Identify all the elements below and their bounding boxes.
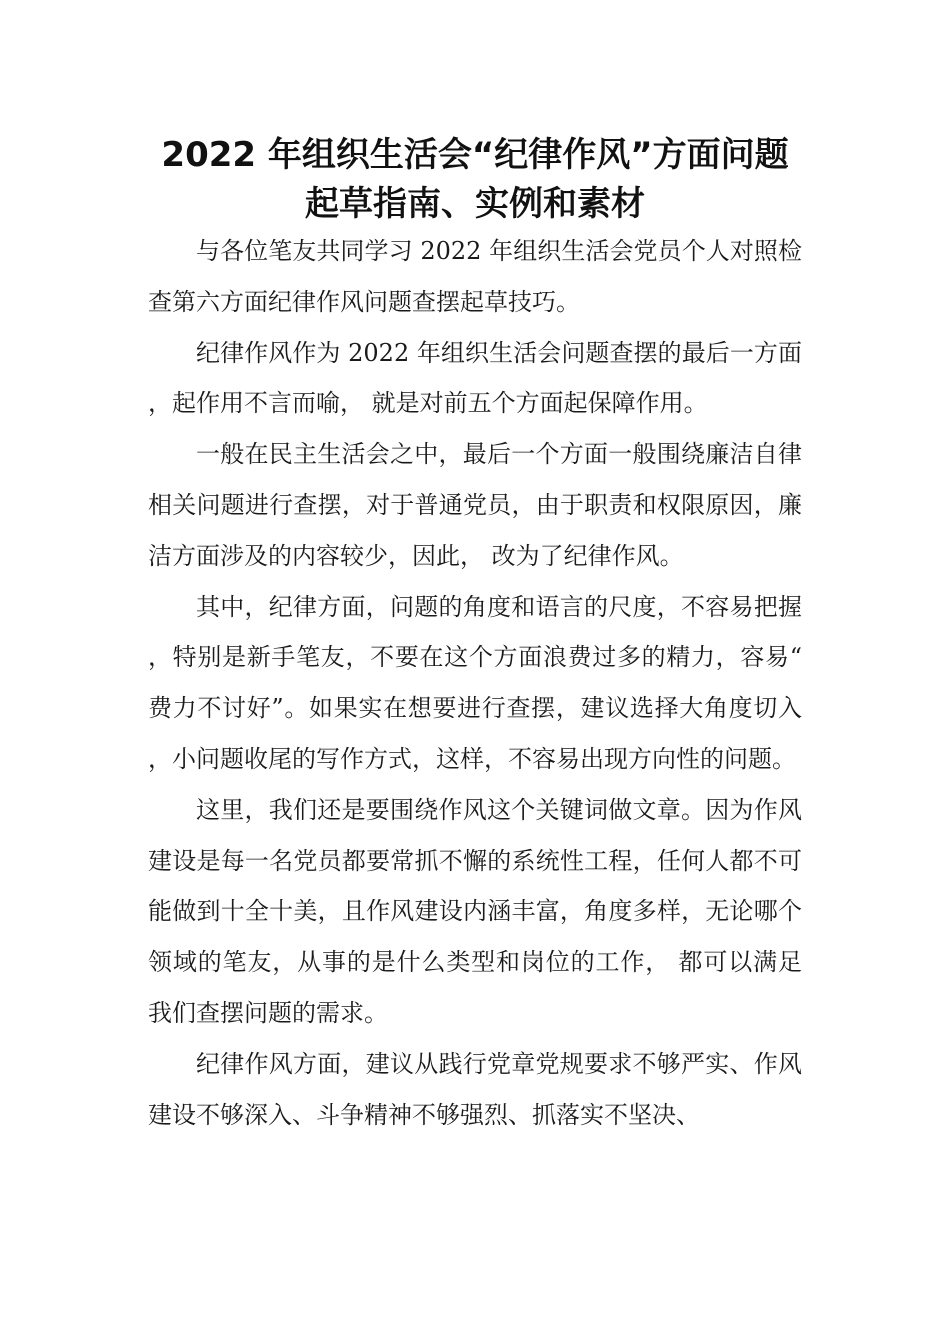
document-body bbox=[148, 226, 802, 1140]
paragraph-3: 一般在民主生活会之中，最后一个方面一般围绕廉洁自律相关问题进行查摆，对于普通党员，由于职责和权限原因，廉洁方面涉及的内容较少，因此， 改为了纪律作风。 bbox=[148, 440, 802, 570]
paragraph-1: 与各位笔友共同学习 2022 年组织生活会党员个人对照检查第六方面纪律作风问题查摆起草技巧。 bbox=[148, 237, 802, 316]
paragraph-5: 这里，我们还是要围绕作风这个关键词做文章。因为作风建设是每一名党员都要常抓不懈的系统性工程，任何人都不可能做到十全十美，且作风建设内涵丰富，角度多样，无论哪个领域的笔友，从事的是什么类型和岗位的工作， 都可以满足我们查摆问题的需求。 bbox=[148, 795, 802, 1027]
document-title-line-1: 2022 年组织生活会“纪律作风”方面问题 bbox=[161, 135, 789, 175]
paragraph-4: 其中，纪律方面，问题的角度和语言的尺度，不容易把握，特别是新手笔友，不要在这个方面浪费过多的精力，容易“费力不讨好”。如果实在想要进行查摆，建议选择大角度切入，小问题收尾的写作方式，这样，不容易出现方向性的问题。 bbox=[148, 592, 802, 773]
paragraph-2: 纪律作风作为 2022 年组织生活会问题查摆的最后一方面，起作用不言而喻， 就是对前五个方面起保障作用。 bbox=[148, 338, 802, 418]
document-title-line-2: 起草指南、实例和素材 bbox=[305, 184, 645, 224]
paragraph-6: 纪律作风方面，建议从践行党章党规要求不够严实、作风建设不够深入、斗争精神不够强烈、抓落实不坚决、 bbox=[148, 1049, 802, 1129]
